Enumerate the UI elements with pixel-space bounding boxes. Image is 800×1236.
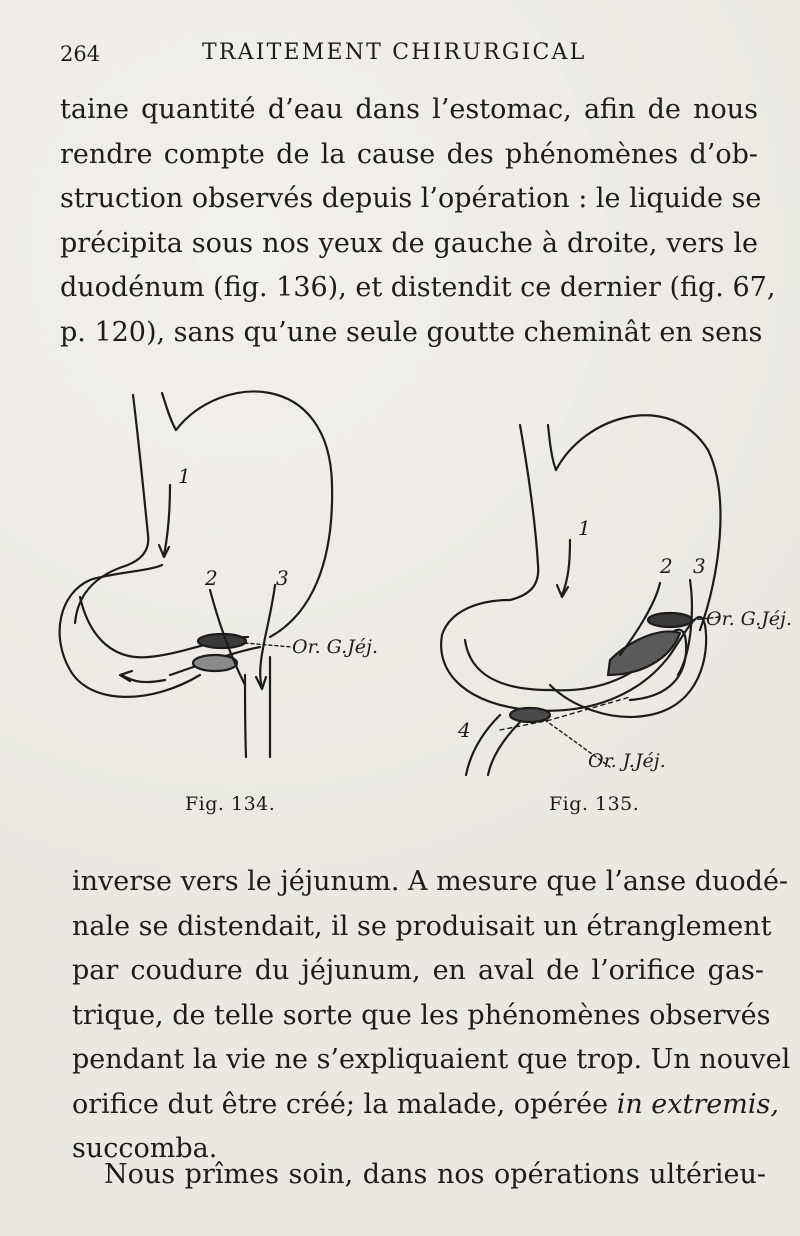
text-line: nale se distendait, il se produisait un étranglement: [72, 910, 772, 942]
orifice-leader-line: [245, 643, 292, 647]
text-line: struction observés depuis l’opération : le liquide se: [60, 183, 762, 214]
text-line: [72, 1083, 779, 1128]
anatomical-figures: [30, 375, 800, 845]
stomach-inner-contour: [465, 640, 550, 690]
text-line: p. 120), sans qu’une seule goutte cheminât en sens: [60, 316, 763, 348]
text-line: duodénum (fig. 136), et distendit ce dernier (fig. 67,: [60, 272, 776, 303]
arrow-3-shaft: [678, 580, 692, 675]
jejunum-limb-left: [466, 715, 500, 775]
running-head: [60, 38, 760, 72]
paragraph-bottom: [72, 860, 791, 1172]
italic-phrase: in extremis,: [616, 1088, 779, 1120]
orifice-shaded-lower: [193, 655, 237, 671]
orifice-gastro-jejunal: [648, 613, 692, 627]
chapter-title: TRAITEMENT CHIRURGICAL: [202, 40, 587, 65]
fig135-label-1: 1: [578, 516, 591, 540]
esophagus-inner-line: [162, 393, 176, 430]
fig-134-drawing: [60, 391, 333, 757]
fig134-label-2: 2: [205, 566, 218, 590]
figures-area: [30, 375, 800, 845]
text-line: rendre compte de la cause des phénomènes d’ob-: [60, 138, 758, 170]
jejunum-limb-right: [488, 720, 522, 775]
text-line: succomba.: [72, 1133, 218, 1164]
text-line: précipita sous nos yeux de gauche à droite, vers le: [60, 227, 758, 259]
text-line: par coudure du jéjunum, en aval de l’orifice gas-: [72, 955, 764, 986]
fig135-label-orifice-jejuno: Or. J.Jéj.: [588, 750, 666, 772]
page-number: 264: [60, 42, 101, 66]
stomach-lower-outline: [441, 600, 530, 710]
fig134-label-orifice: Or. G.Jéj.: [292, 636, 378, 658]
orifice-jejuno-jejunal: [510, 708, 550, 722]
text-line: pendant la vie ne s’expliquaient que trop. Un nouvel: [72, 1044, 791, 1075]
figure-caption-134: Fig. 134.: [185, 793, 276, 815]
text-line: trique, de telle sorte que les phénomènes observés: [72, 999, 771, 1031]
fig135-label-orifice-gastro: Or. G.Jéj.: [706, 608, 792, 630]
figure-caption-135: Fig. 135.: [549, 793, 640, 815]
esophagus-outer-line: [122, 395, 148, 567]
fig134-label-1: 1: [178, 464, 191, 488]
stomach-greater-curvature: [176, 391, 332, 637]
orifice-gastro-shaded: [608, 632, 680, 675]
fig135-label-3: 3: [693, 554, 706, 578]
paragraph-top: [60, 88, 776, 355]
fig135-label-4: 4: [458, 718, 471, 742]
esophagus-outer-line: [510, 425, 538, 600]
orifice-shaded-upper: [198, 634, 246, 648]
stomach-lower-outline: [60, 565, 200, 697]
text-run: orifice dut être créé; la malade, opérée: [72, 1088, 617, 1120]
text-line: taine quantité d’eau dans l’estomac, afin de nous: [60, 94, 758, 125]
esophagus-inner-line: [548, 425, 556, 470]
text-line: Nous prîmes soin, dans nos opérations ultérieu-: [104, 1159, 766, 1190]
fig134-label-3: 3: [276, 566, 289, 590]
paragraph-last: [104, 1153, 766, 1198]
arrow-1-shaft: [164, 485, 170, 555]
fig-135-drawing: [441, 415, 720, 775]
jejunum-left-wall: [245, 675, 246, 757]
text-line: inverse vers le jéjunum. A mesure que l’anse duodé-: [72, 866, 789, 897]
fig135-label-2: 2: [660, 554, 673, 578]
